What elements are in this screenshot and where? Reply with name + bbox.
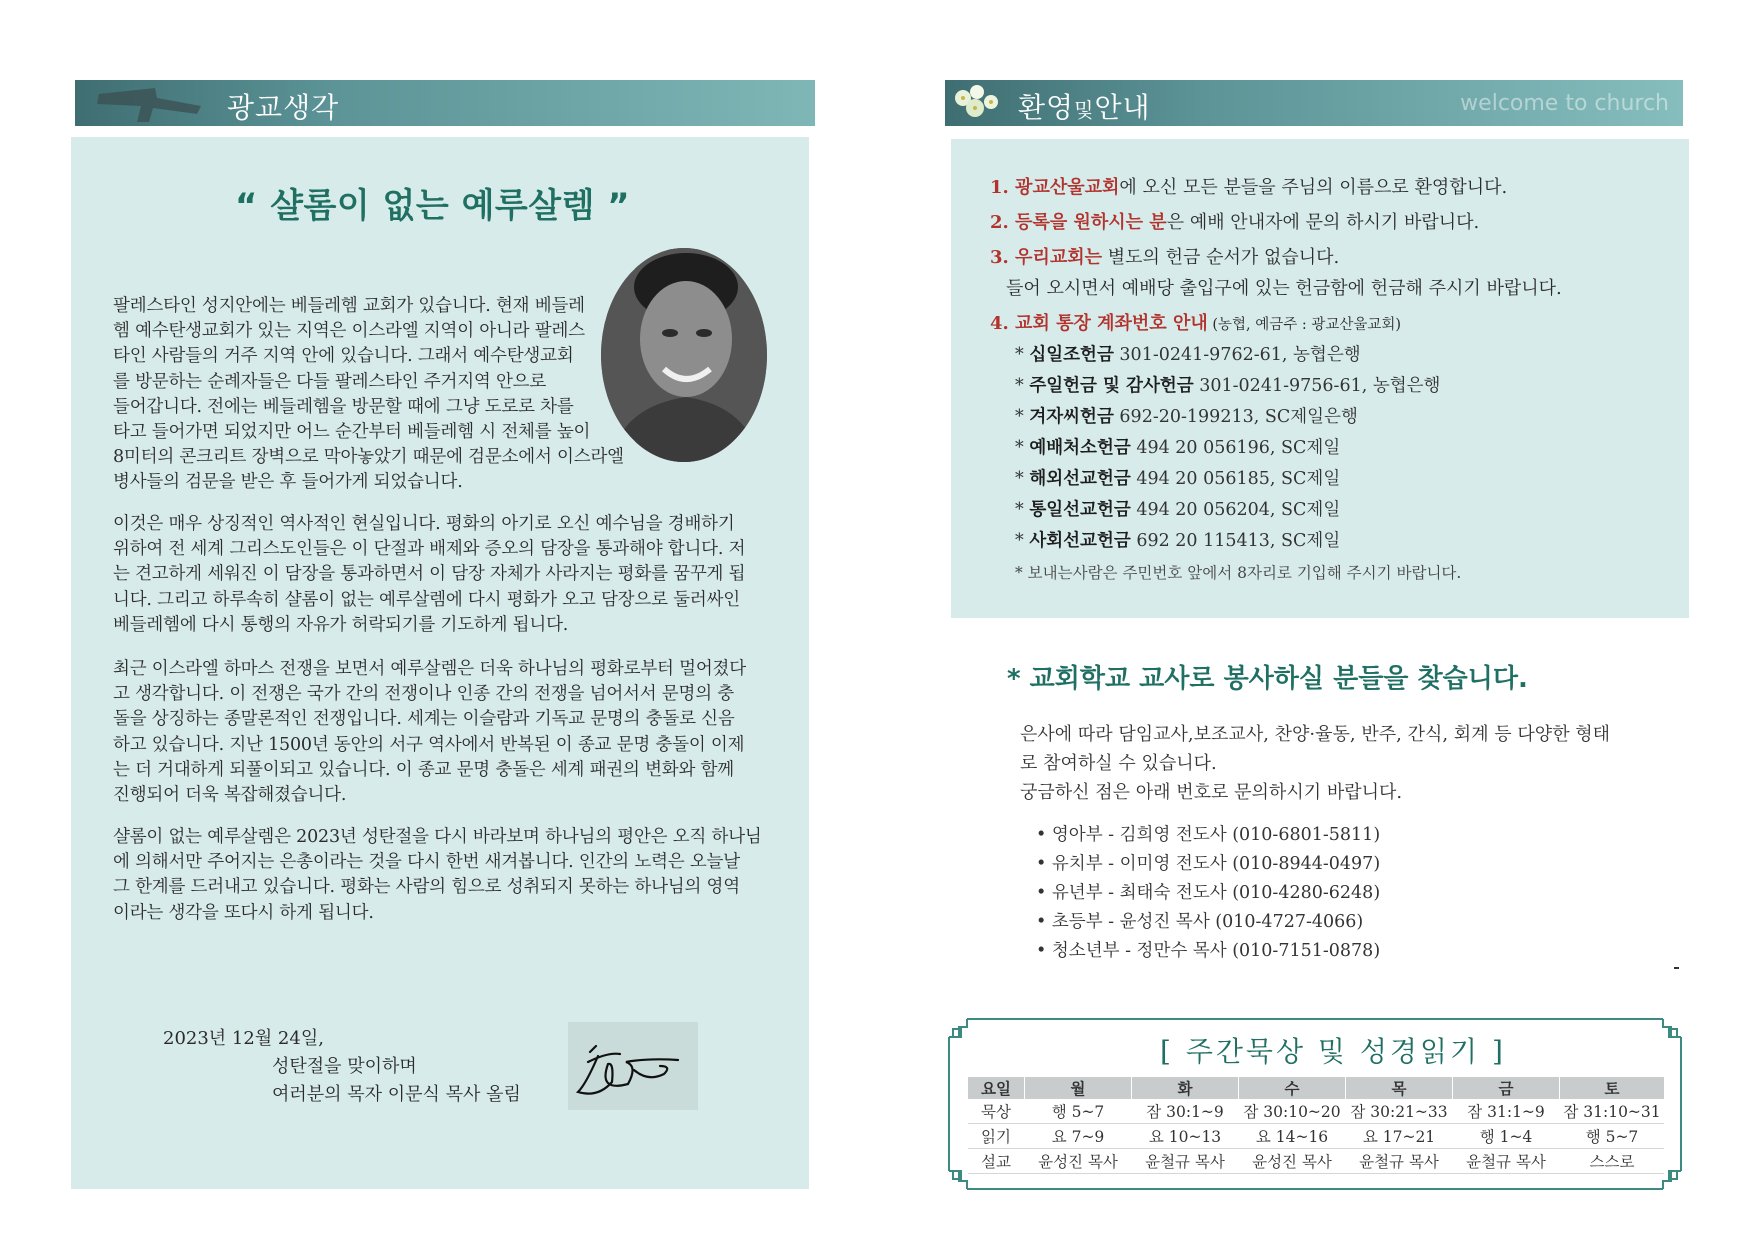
- account-row: * 예배처소헌금 494 20 056196, SC제일: [1015, 438, 1341, 458]
- table-cell: 윤성진 목사: [1239, 1149, 1346, 1174]
- right-header-title: 환영및안내: [1018, 91, 1151, 124]
- table-cell: 요 14~16: [1239, 1124, 1346, 1149]
- info-item-3-line2: 들어 오시면서 예배당 출입구에 있는 헌금함에 헌금해 주시기 바랍니다.: [1006, 278, 1562, 299]
- table-row: [968, 1149, 1664, 1174]
- table-cell: 잠 30:10~20: [1239, 1099, 1346, 1124]
- header-watermark: welcome to church: [1460, 91, 1669, 116]
- cross-icon: [93, 84, 203, 124]
- teacher-desc-line2: 로 참여하실 수 있습니다.: [1020, 753, 1217, 774]
- table-header-cell: 화: [1132, 1077, 1239, 1099]
- contact-item: • 유치부 - 이미영 전도사 (010-8944-0497): [1036, 854, 1381, 874]
- table-cell: 잠 31:10~31: [1560, 1099, 1665, 1124]
- teacher-recruit-title: * 교회학교 교사로 봉사하실 분들을 찾습니다.: [1007, 664, 1528, 694]
- table-cell: 스스로: [1560, 1149, 1665, 1174]
- table-cell: 묵상: [968, 1099, 1025, 1124]
- info-item-4: 4. 교회 통장 계좌번호 안내 (농협, 예금주 : 광교산울교회): [990, 313, 1402, 334]
- table-row: [968, 1099, 1664, 1124]
- table-cell: 행 1~4: [1453, 1124, 1560, 1149]
- left-header-bar: [75, 80, 815, 126]
- contact-item: • 영아부 - 김희영 전도사 (010-6801-5811): [1036, 825, 1381, 845]
- left-header-title: 광교생각: [227, 91, 340, 124]
- table-cell: 윤철규 목사: [1453, 1149, 1560, 1174]
- table-cell: 잠 30:1~9: [1132, 1099, 1239, 1124]
- account-row: * 통일선교헌금 494 20 056204, SC제일: [1015, 500, 1341, 520]
- table-cell: 윤철규 목사: [1132, 1149, 1239, 1174]
- table-row: [968, 1124, 1664, 1149]
- table-cell: 요 7~9: [1025, 1124, 1132, 1149]
- sermon-title: “ 샬롬이 없는 예루살렘 ”: [235, 186, 631, 226]
- account-row: * 십일조헌금 301-0241-9762-61, 농협은행: [1015, 345, 1361, 365]
- account-row: * 해외선교헌금 494 20 056185, SC제일: [1015, 469, 1341, 489]
- divider-mark: [1674, 967, 1679, 969]
- signature-author: 여러분의 목자 이문식 목사 올림: [272, 1084, 521, 1105]
- teacher-desc-line1: 은사에 따라 담임교사,보조교사, 찬양·율동, 반주, 간식, 회계 등 다양한 형태: [1020, 724, 1611, 745]
- contact-item: • 유년부 - 최태숙 전도사 (010-4280-6248): [1036, 883, 1381, 903]
- schedule-header-row: [968, 1077, 1664, 1099]
- table-header-cell: 요일: [968, 1077, 1025, 1099]
- paragraph-1: 팔레스타인 성지안에는 베들레헴 교회가 있습니다. 현재 베들레 헴 예수탄생교회가 있는 지역은 이스라엘 지역이 아니라 팔레스 타인 사람들의 거주 지역 안에 있습니다. 그래서 예수탄생교회 를 방문하는 순례자들은 다들 팔레스타인 주거지역 안으로 들어갑니다. 전에는 베들레헴을 방문할 때에 그냥 도로로 차를 타고 들어가면 되었지만 어느 순간부터 베들레헴 시 전체를 높이 8미터의 콘크리트 장벽으로 막아놓았기 때문에 검문소에서 이스라엘 병사들의 검문을 받은 후 들어가게 되었습니다.: [113, 296, 624, 493]
- table-cell: 행 5~7: [1560, 1124, 1665, 1149]
- table-cell: 요 10~13: [1132, 1124, 1239, 1149]
- paragraph-3: 최근 이스라엘 하마스 전쟁을 보면서 예루살렘은 더욱 하나님의 평화로부터 멀어졌다 고 생각합니다. 이 전쟁은 국가 간의 전쟁이나 인종 간의 전쟁을 넘어서서 문명의 충 돌을 상징하는 종말론적인 전쟁입니다. 세계는 이슬람과 기독교 문명의 충돌로 신음 하고 있습니다. 지난 1500년 동안의 서구 역사에서 반복된 이 종교 문명 충돌이 이제 는 더 거대하게 되풀이되고 있습니다. 이 종교 문명 충돌은 세계 패권의 변화와 함께 진행되어 더욱 복잡해졌습니다.: [113, 659, 746, 805]
- schedule-title: [ 주간묵상 및 성경읽기 ]: [1160, 1035, 1506, 1068]
- table-cell: 잠 30:21~33: [1346, 1099, 1453, 1124]
- table-cell: 읽기: [968, 1124, 1025, 1149]
- contact-item: • 초등부 - 윤성진 목사 (010-4727-4066): [1036, 912, 1364, 932]
- account-row: * 겨자씨헌금 692-20-199213, SC제일은행: [1015, 407, 1358, 427]
- pastor-portrait: [600, 247, 768, 463]
- table-header-cell: 월: [1025, 1077, 1132, 1099]
- signature-date: 2023년 12월 24일,: [163, 1028, 324, 1049]
- teacher-desc-line3: 궁금하신 점은 아래 번호로 문의하시기 바랍니다.: [1020, 782, 1403, 803]
- right-header-bar: [945, 80, 1683, 126]
- account-row: * 사회선교헌금 692 20 115413, SC제일: [1015, 531, 1341, 551]
- schedule-table: [968, 1077, 1664, 1174]
- signature-icon: [568, 1022, 698, 1110]
- paragraph-4: 샬롬이 없는 예루살렘은 2023년 성탄절을 다시 바라보며 하나님의 평안은 오직 하나님 에 의해서만 주어지는 은총이라는 것을 다시 한번 새겨봅니다. 인간의 노력은 오늘날 그 한계를 드러내고 있습니다. 평화는 사람의 힘으로 성취되지 못하는 하나님의 영역 이라는 생각을 또다시 하게 됩니다.: [113, 827, 762, 923]
- table-header-cell: 수: [1239, 1077, 1346, 1099]
- table-header-cell: 목: [1346, 1077, 1453, 1099]
- table-header-cell: 토: [1560, 1077, 1665, 1099]
- table-cell: 행 5~7: [1025, 1099, 1132, 1124]
- info-item-1: 1. 광교산울교회에 오신 모든 분들을 주님의 이름으로 환영합니다.: [990, 177, 1508, 198]
- table-cell: 윤성진 목사: [1025, 1149, 1132, 1174]
- handwritten-signature: [568, 1022, 698, 1110]
- info-item-3: 3. 우리교회는 별도의 헌금 순서가 없습니다.: [990, 247, 1340, 268]
- account-row: * 주일헌금 및 감사헌금 301-0241-9756-61, 농협은행: [1015, 376, 1441, 396]
- table-cell: 잠 31:1~9: [1453, 1099, 1560, 1124]
- table-header-cell: 금: [1453, 1077, 1560, 1099]
- table-cell: 윤철규 목사: [1346, 1149, 1453, 1174]
- table-cell: 설교: [968, 1149, 1025, 1174]
- table-cell: 요 17~21: [1346, 1124, 1453, 1149]
- paragraph-2: 이것은 매우 상징적인 역사적인 현실입니다. 평화의 아기로 오신 예수님을 경배하기 위하여 전 세계 그리스도인들은 이 단절과 배제와 증오의 담장을 통과해야 합니다. 저 는 견고하게 세워진 이 담장을 통과하면서 이 담장 자체가 사라지는 평화를 꿈꾸게 됩 니다. 그리고 하루속히 샬롬이 없는 예루살렘에 다시 평화가 오고 담장으로 둘러싸인 베들레헴에 다시 통행의 자유가 허락되기를 기도하게 됩니다.: [113, 514, 746, 635]
- contact-item: • 청소년부 - 정만수 목사 (010-7151-0878): [1036, 941, 1381, 961]
- info-item-2: 2. 등록을 원하시는 분은 예배 안내자에 문의 하시기 바랍니다.: [990, 212, 1480, 233]
- flower-icon: [949, 82, 1005, 124]
- signature-occasion: 성탄절을 맞이하며: [272, 1056, 417, 1077]
- remittance-note: * 보내는사람은 주민번호 앞에서 8자리로 기입해 주시기 바랍니다.: [1015, 564, 1462, 582]
